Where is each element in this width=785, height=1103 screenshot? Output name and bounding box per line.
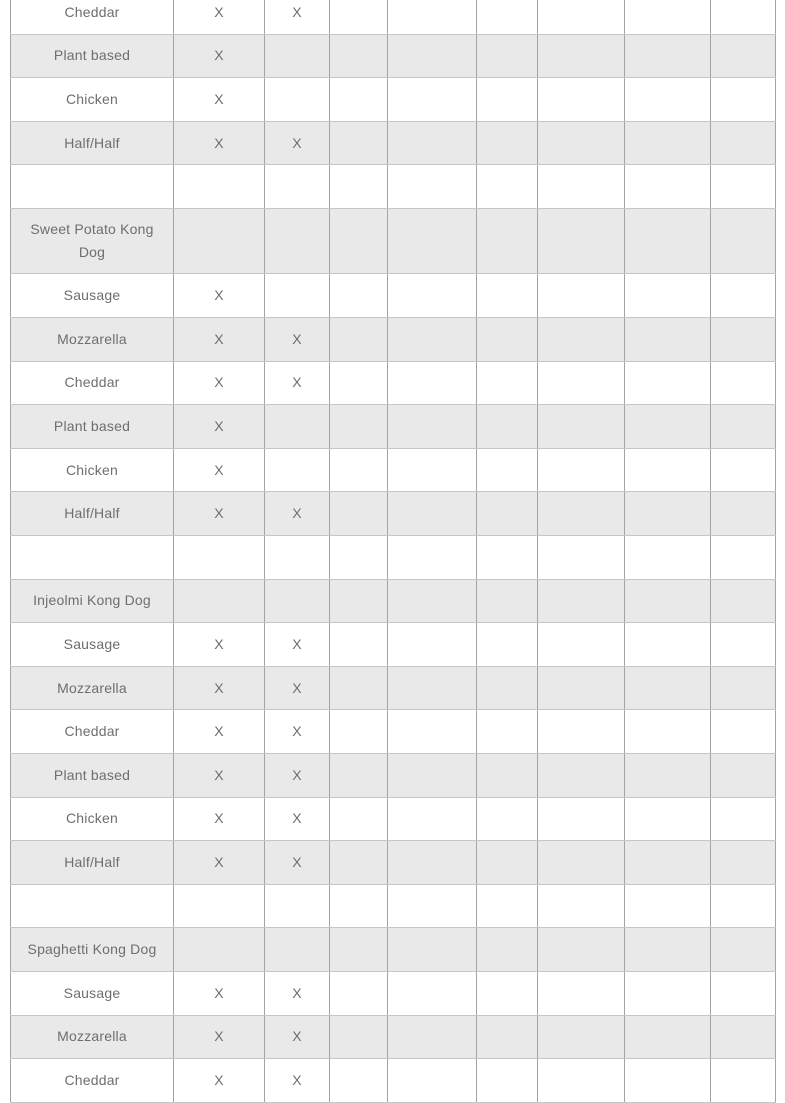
empty-cell [330,710,388,754]
empty-cell [265,884,330,928]
empty-cell [174,579,265,623]
empty-cell [477,623,538,667]
table-row [11,448,776,492]
empty-cell [538,78,625,122]
empty-cell [388,666,477,710]
empty-cell [625,971,711,1015]
empty-cell [330,1059,388,1103]
empty-cell [174,536,265,580]
empty-cell [477,754,538,798]
empty-cell [174,884,265,928]
mark-cell: X [174,1015,265,1059]
empty-cell [711,797,776,841]
row-label-cell: Chicken [11,448,174,492]
empty-cell [538,34,625,78]
row-label-cell: Mozzarella [11,318,174,362]
empty-cell [330,361,388,405]
empty-cell [538,1059,625,1103]
mark-cell: X [174,448,265,492]
empty-cell [538,1015,625,1059]
empty-cell [330,78,388,122]
empty-cell [388,0,477,34]
table-row [11,710,776,754]
empty-cell [265,579,330,623]
empty-cell [477,78,538,122]
empty-cell [330,405,388,449]
table-row [11,884,776,928]
empty-cell [625,165,711,209]
empty-cell [711,274,776,318]
empty-cell [711,536,776,580]
empty-cell [330,666,388,710]
empty-cell [538,884,625,928]
empty-cell [477,841,538,885]
table-row [11,754,776,798]
empty-cell [388,579,477,623]
table-row [11,1015,776,1059]
table-row [11,78,776,122]
mark-cell: X [265,754,330,798]
empty-cell [711,492,776,536]
empty-cell [711,666,776,710]
mark-cell: X [174,318,265,362]
mark-cell: X [174,121,265,165]
empty-label-cell [11,884,174,928]
empty-cell [388,208,477,274]
table-row [11,121,776,165]
empty-cell [388,797,477,841]
empty-cell [330,165,388,209]
row-label-cell: Plant based [11,34,174,78]
row-label-cell: Cheddar [11,1059,174,1103]
empty-cell [538,666,625,710]
empty-cell [477,1015,538,1059]
empty-cell [625,448,711,492]
empty-cell [538,121,625,165]
row-label-cell: Sausage [11,274,174,318]
empty-label-cell [11,165,174,209]
mark-cell: X [174,361,265,405]
empty-cell [330,623,388,667]
mark-cell: X [265,841,330,885]
row-label-cell: Half/Half [11,841,174,885]
empty-cell [330,208,388,274]
empty-cell [711,971,776,1015]
empty-cell [625,666,711,710]
empty-cell [538,536,625,580]
empty-cell [330,318,388,362]
empty-cell [330,274,388,318]
empty-cell [174,165,265,209]
empty-cell [330,0,388,34]
table-row [11,579,776,623]
empty-cell [625,536,711,580]
mark-cell: X [174,666,265,710]
empty-cell [265,405,330,449]
empty-cell [625,710,711,754]
empty-cell [265,536,330,580]
empty-cell [538,361,625,405]
empty-cell [477,492,538,536]
empty-cell [625,78,711,122]
empty-cell [388,448,477,492]
empty-cell [711,579,776,623]
empty-cell [625,623,711,667]
mark-cell: X [174,1059,265,1103]
empty-cell [711,841,776,885]
empty-cell [330,448,388,492]
empty-cell [711,710,776,754]
empty-cell [711,1015,776,1059]
empty-cell [477,318,538,362]
empty-cell [625,884,711,928]
empty-cell [538,208,625,274]
mark-cell: X [174,754,265,798]
empty-cell [711,361,776,405]
empty-cell [388,623,477,667]
row-label-cell: Chicken [11,797,174,841]
empty-cell [477,274,538,318]
mark-cell: X [174,78,265,122]
empty-cell [711,318,776,362]
empty-label-cell [11,536,174,580]
empty-cell [174,208,265,274]
empty-cell [538,318,625,362]
empty-cell [477,0,538,34]
empty-cell [711,928,776,972]
empty-cell [330,928,388,972]
empty-cell [711,121,776,165]
empty-cell [477,165,538,209]
empty-cell [477,121,538,165]
row-label-cell: Half/Half [11,121,174,165]
empty-cell [477,405,538,449]
empty-cell [388,754,477,798]
empty-cell [711,34,776,78]
empty-cell [388,78,477,122]
empty-cell [625,34,711,78]
mark-cell: X [174,405,265,449]
mark-cell: X [265,1059,330,1103]
row-label-cell: Injeolmi Kong Dog [11,579,174,623]
empty-cell [538,971,625,1015]
empty-cell [388,492,477,536]
empty-cell [388,318,477,362]
table-row [11,841,776,885]
mark-cell: X [174,710,265,754]
row-label-cell: Mozzarella [11,666,174,710]
empty-cell [538,928,625,972]
mark-cell: X [265,0,330,34]
empty-cell [625,274,711,318]
table-row [11,928,776,972]
mark-cell: X [265,971,330,1015]
empty-cell [625,928,711,972]
empty-cell [265,34,330,78]
empty-cell [711,165,776,209]
row-label-cell: Cheddar [11,0,174,34]
empty-cell [388,121,477,165]
empty-cell [625,1059,711,1103]
mark-cell: X [174,841,265,885]
mark-cell: X [174,274,265,318]
empty-cell [538,492,625,536]
empty-cell [330,34,388,78]
mark-cell: X [174,34,265,78]
empty-cell [538,841,625,885]
empty-cell [330,1015,388,1059]
mark-cell: X [265,361,330,405]
empty-cell [477,536,538,580]
mark-cell: X [265,492,330,536]
table-row [11,971,776,1015]
empty-cell [625,405,711,449]
table-row [11,361,776,405]
empty-cell [625,579,711,623]
empty-cell [477,884,538,928]
empty-cell [625,121,711,165]
table-row [11,623,776,667]
empty-cell [330,797,388,841]
empty-cell [538,710,625,754]
row-label-cell: Spaghetti Kong Dog [11,928,174,972]
mark-cell: X [174,623,265,667]
table-row [11,0,776,34]
empty-cell [538,623,625,667]
empty-cell [477,361,538,405]
empty-cell [388,361,477,405]
row-label-cell: Sausage [11,623,174,667]
mark-cell: X [174,0,265,34]
mark-cell: X [174,797,265,841]
empty-cell [477,448,538,492]
empty-cell [538,579,625,623]
empty-cell [388,928,477,972]
row-label-cell: Chicken [11,78,174,122]
empty-cell [625,492,711,536]
empty-cell [625,754,711,798]
empty-cell [477,579,538,623]
table-row [11,274,776,318]
empty-cell [477,1059,538,1103]
mark-cell: X [265,710,330,754]
empty-cell [265,78,330,122]
empty-cell [388,536,477,580]
empty-cell [625,318,711,362]
mark-cell: X [265,121,330,165]
empty-cell [538,405,625,449]
empty-cell [265,274,330,318]
empty-cell [538,274,625,318]
empty-cell [477,710,538,754]
row-label-cell: Cheddar [11,710,174,754]
table-row [11,797,776,841]
empty-cell [330,841,388,885]
empty-cell [265,448,330,492]
empty-cell [330,754,388,798]
empty-cell [711,754,776,798]
empty-cell [330,579,388,623]
row-label-cell: Sweet Potato Kong Dog [11,208,174,274]
empty-cell [477,971,538,1015]
empty-cell [388,710,477,754]
mark-cell: X [265,797,330,841]
table-row [11,208,776,274]
empty-cell [711,405,776,449]
empty-cell [477,34,538,78]
table-row [11,536,776,580]
empty-cell [625,841,711,885]
empty-cell [625,1015,711,1059]
mark-cell: X [265,1015,330,1059]
empty-cell [711,208,776,274]
mark-cell: X [265,318,330,362]
empty-cell [538,165,625,209]
empty-cell [388,971,477,1015]
empty-cell [388,405,477,449]
table-row [11,165,776,209]
empty-cell [538,754,625,798]
empty-cell [625,0,711,34]
food-options-table-container [10,0,776,1103]
empty-cell [388,274,477,318]
empty-cell [388,34,477,78]
empty-cell [265,165,330,209]
row-label-cell: Cheddar [11,361,174,405]
empty-cell [711,1059,776,1103]
empty-cell [538,0,625,34]
table-row [11,405,776,449]
empty-cell [330,492,388,536]
table-row [11,1059,776,1103]
mark-cell: X [265,666,330,710]
table-row [11,318,776,362]
empty-cell [711,78,776,122]
empty-cell [711,448,776,492]
empty-cell [388,1015,477,1059]
empty-cell [477,666,538,710]
empty-cell [477,208,538,274]
empty-cell [711,884,776,928]
row-label-cell: Plant based [11,754,174,798]
empty-cell [625,361,711,405]
empty-cell [388,841,477,885]
empty-cell [330,971,388,1015]
mark-cell: X [265,623,330,667]
empty-cell [330,536,388,580]
empty-cell [330,884,388,928]
row-label-cell: Sausage [11,971,174,1015]
empty-cell [711,0,776,34]
empty-cell [538,448,625,492]
empty-cell [265,928,330,972]
empty-cell [625,208,711,274]
row-label-cell: Plant based [11,405,174,449]
empty-cell [388,884,477,928]
empty-cell [388,1059,477,1103]
empty-cell [330,121,388,165]
mark-cell: X [174,492,265,536]
empty-cell [477,928,538,972]
table-row [11,34,776,78]
empty-cell [265,208,330,274]
empty-cell [625,797,711,841]
mark-cell: X [174,971,265,1015]
empty-cell [174,928,265,972]
table-row [11,666,776,710]
empty-cell [538,797,625,841]
row-label-cell: Mozzarella [11,1015,174,1059]
empty-cell [477,797,538,841]
empty-cell [711,623,776,667]
row-label-cell: Half/Half [11,492,174,536]
empty-cell [388,165,477,209]
table-row [11,492,776,536]
food-options-matrix-table [10,0,776,1103]
